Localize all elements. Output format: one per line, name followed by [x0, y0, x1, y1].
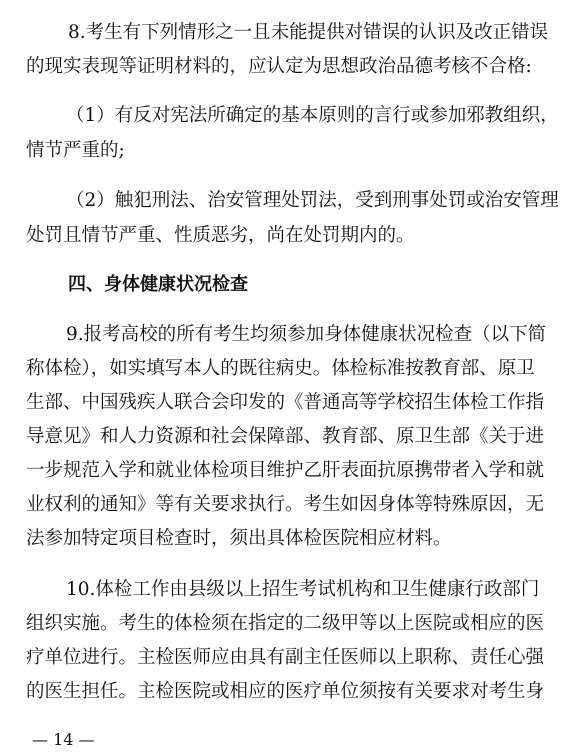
paragraph-10-line-1: 10.体检工作由县级以上招生考试机构和卫生健康行政部门: [66, 579, 540, 600]
paragraph-9-line-5: 一步规范入学和就业体检项目维护乙肝表面抗原携带者入学和就: [26, 460, 545, 481]
paragraph-9-line-7: 法参加特定项目检查时，须出具体检医院相应材料。: [26, 528, 452, 549]
item-1-line-1: （1）有反对宪法所确定的基本原则的言行或参加邪教组织，: [66, 105, 559, 126]
paragraph-10-line-4: 的医生担任。主检医院或相应的医疗单位须按有关要求对考生身: [26, 681, 545, 702]
section-heading: 四、身体健康状况检查: [68, 274, 248, 295]
item-2-line-1: （2）触犯刑法、治安管理处罚法，受到刑事处罚或治安管理: [66, 190, 559, 211]
paragraph-10-line-2: 组织实施。考生的体检须在指定的二级甲等以上医院或相应的医: [26, 613, 545, 634]
paragraph-9-line-6: 业权利的通知》等有关要求执行。考生如因身体等特殊原因，无: [26, 494, 545, 515]
paragraph-9-line-1: 9.报考高校的所有考生均须参加身体健康状况检查（以下简: [66, 324, 547, 345]
paragraph-10-line-3: 疗单位进行。主检医师应由具有副主任医师以上职称、责任心强: [26, 647, 545, 668]
item-1-line-2: 情节严重的;: [26, 140, 125, 161]
paragraph-9-line-2: 称体检），如实填写本人的既往病史。体检标准按教育部、原卫: [26, 358, 535, 379]
item-2-line-2: 处罚且情节严重、性质恶劣，尚在处罚期内的。: [26, 225, 415, 246]
paragraph-9-line-3: 生部、中国残疾人联合会印发的《普通高等学校招生体检工作指: [26, 392, 545, 413]
page-number: — 14 —: [32, 730, 95, 749]
paragraph-9-line-4: 导意见》和人力资源和社会保障部、教育部、原卫生部《关于进: [26, 426, 545, 447]
paragraph-8-line-1: 8.考生有下列情形之一且未能提供对错误的认识及改正错误: [68, 22, 549, 43]
paragraph-8-line-2: 的现实表现等证明材料的，应认定为思想政治品德考核不合格:: [26, 56, 532, 77]
